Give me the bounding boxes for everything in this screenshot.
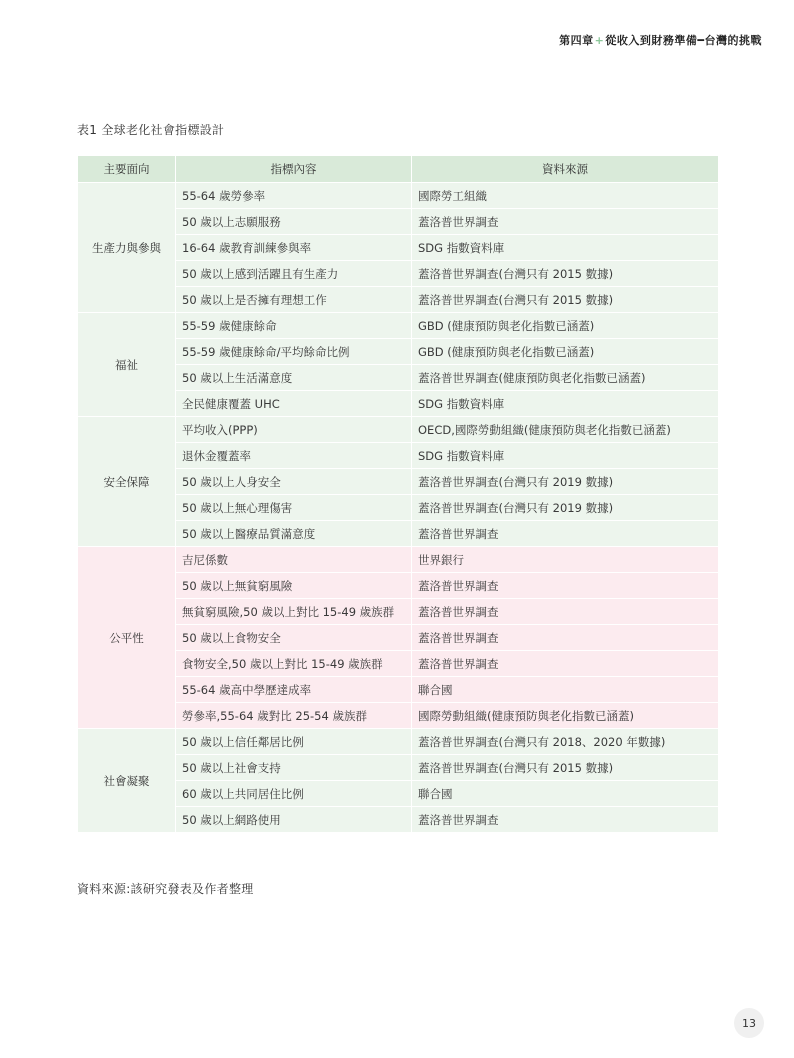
indicator-cell: 55-64 歲勞參率 [176,183,412,209]
source-cell: GBD (健康預防與老化指數已涵蓋) [412,339,719,365]
header-dimension: 主要面向 [78,156,176,183]
group-wellbeing [78,313,719,417]
source-cell: 蓋洛普世界調查 [412,625,719,651]
indicator-cell: 50 歲以上生活滿意度 [176,365,412,391]
indicator-table [77,155,719,833]
indicator-cell: 食物安全,50 歲以上對比 15-49 歲族群 [176,651,412,677]
indicator-cell: 無貧窮風險,50 歲以上對比 15-49 歲族群 [176,599,412,625]
source-note: 資料來源:該研究發表及作者整理 [77,882,254,896]
indicator-cell: 55-59 歲健康餘命 [176,313,412,339]
indicator-cell: 50 歲以上醫療品質滿意度 [176,521,412,547]
indicator-cell: 50 歲以上無心理傷害 [176,495,412,521]
chapter-label: 第四章 [559,34,594,47]
indicator-cell: 50 歲以上是否擁有理想工作 [176,287,412,313]
group-security [78,417,719,547]
source-cell: 蓋洛普世界調查(台灣只有 2015 數據) [412,287,719,313]
source-cell: 聯合國 [412,781,719,807]
header-indicator: 指標內容 [176,156,412,183]
indicator-cell: 55-59 歲健康餘命/平均餘命比例 [176,339,412,365]
indicator-cell: 50 歲以上感到活躍且有生產力 [176,261,412,287]
table-caption: 表1 全球老化社會指標設計 [77,123,225,137]
source-cell: 蓋洛普世界調查(台灣只有 2015 數據) [412,755,719,781]
table-row [78,417,719,443]
group-label: 福祉 [78,313,176,417]
source-cell: 蓋洛普世界調查 [412,807,719,833]
plus-separator: + [594,34,605,47]
source-cell: 蓋洛普世界調查 [412,651,719,677]
group-label: 生產力與參與 [78,183,176,313]
page-number: 13 [734,1008,764,1038]
source-cell: 蓋洛普世界調查(台灣只有 2018、2020 年數據) [412,729,719,755]
indicator-cell: 退休金覆蓋率 [176,443,412,469]
indicator-cell: 50 歲以上人身安全 [176,469,412,495]
group-productivity [78,183,719,313]
chapter-title: 從收入到財務準備━台灣的挑戰 [605,34,762,47]
source-cell: SDG 指數資料庫 [412,443,719,469]
indicator-cell: 16-64 歲教育訓練參與率 [176,235,412,261]
source-cell: SDG 指數資料庫 [412,391,719,417]
source-cell: 蓋洛普世界調查(台灣只有 2019 數據) [412,469,719,495]
indicator-cell: 60 歲以上共同居住比例 [176,781,412,807]
source-cell: 聯合國 [412,677,719,703]
source-cell: 世界銀行 [412,547,719,573]
source-cell: SDG 指數資料庫 [412,235,719,261]
indicator-cell: 55-64 歲高中學歷達成率 [176,677,412,703]
source-cell: 國際勞工組織 [412,183,719,209]
source-cell: 蓋洛普世界調查(台灣只有 2015 數據) [412,261,719,287]
indicator-cell: 平均收入(PPP) [176,417,412,443]
group-label: 社會凝聚 [78,729,176,833]
table-row [78,547,719,573]
source-cell: 蓋洛普世界調查 [412,573,719,599]
source-cell: OECD,國際勞動組織(健康預防與老化指數已涵蓋) [412,417,719,443]
source-cell: 蓋洛普世界調查(健康預防與老化指數已涵蓋) [412,365,719,391]
header-source: 資料來源 [412,156,719,183]
source-cell: 國際勞動組織(健康預防與老化指數已涵蓋) [412,703,719,729]
indicator-cell: 勞參率,55-64 歲對比 25-54 歲族群 [176,703,412,729]
source-cell: 蓋洛普世界調查 [412,521,719,547]
source-cell: 蓋洛普世界調查(台灣只有 2019 數據) [412,495,719,521]
running-header [559,32,762,48]
table-row [78,183,719,209]
indicator-cell: 50 歲以上信任鄰居比例 [176,729,412,755]
table-row [78,729,719,755]
source-cell: GBD (健康預防與老化指數已涵蓋) [412,313,719,339]
group-label: 公平性 [78,547,176,729]
indicator-cell: 50 歲以上志願服務 [176,209,412,235]
source-cell: 蓋洛普世界調查 [412,209,719,235]
source-cell: 蓋洛普世界調查 [412,599,719,625]
group-equity [78,547,719,729]
indicator-cell: 全民健康覆蓋 UHC [176,391,412,417]
indicator-cell: 吉尼係數 [176,547,412,573]
indicator-cell: 50 歲以上社會支持 [176,755,412,781]
indicator-cell: 50 歲以上網路使用 [176,807,412,833]
group-cohesion [78,729,719,833]
indicator-cell: 50 歲以上無貧窮風險 [176,573,412,599]
group-label: 安全保障 [78,417,176,547]
table-row [78,313,719,339]
table-header-row [78,156,719,183]
indicator-cell: 50 歲以上食物安全 [176,625,412,651]
